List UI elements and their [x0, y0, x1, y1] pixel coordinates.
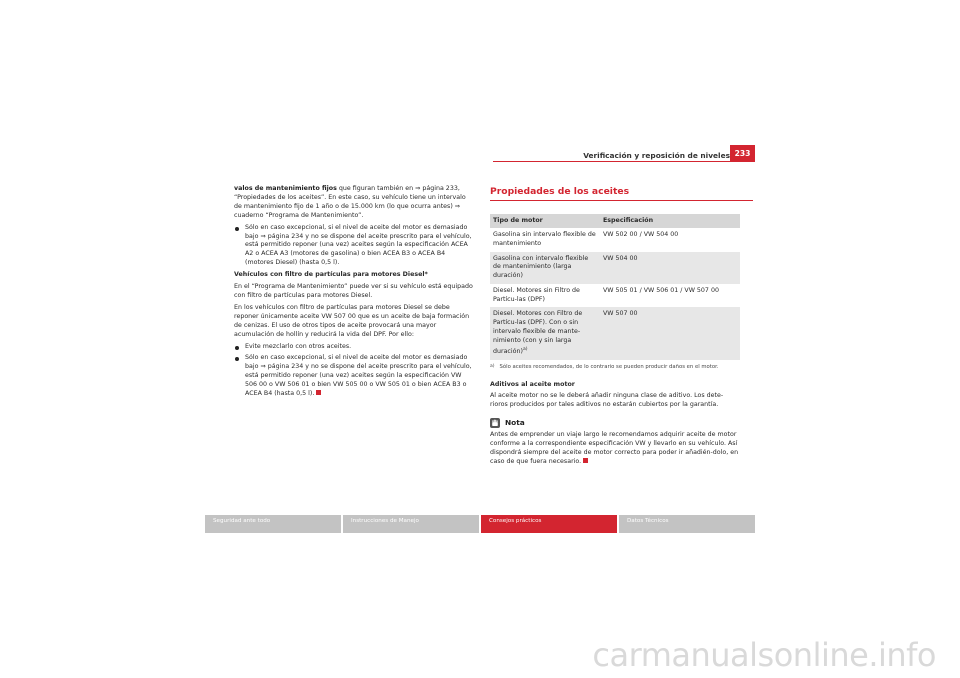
subhead-dpf: Vehículos con filtro de partículas para motores Diesel* [234, 271, 428, 279]
table-row [490, 307, 740, 359]
watermark: carmanualsonline.info [592, 636, 936, 674]
footnote-ref: a) [522, 346, 528, 352]
right-column [490, 188, 740, 470]
section-rule [490, 200, 753, 201]
note-text [490, 431, 740, 467]
cell-engine [490, 307, 600, 359]
additives-title: Aditivos al aceite motor [490, 380, 575, 388]
table-footnote [490, 364, 740, 371]
col-header-spec: Especificación [600, 214, 740, 228]
oil-spec-table [490, 214, 740, 360]
additives-text: Al aceite motor no se le deberá añadir ninguna clase de aditivo. Los dete-rioros producidos por tales aditivos no estarán cubiertos por la garantía. [490, 392, 724, 409]
col-header-engine: Tipo de motor [490, 214, 600, 228]
left-column [234, 185, 474, 402]
section-title: Propiedades de los aceites [490, 186, 630, 197]
cell-spec: VW 502 00 / VW 504 00 [600, 228, 740, 252]
bullet-dpf-exceptional [234, 354, 474, 399]
section-tabs [205, 515, 755, 533]
end-of-section-mark [583, 458, 588, 463]
note-text-body: Antes de emprender un viaje largo le recomendamos adquirir aceite de motor conforme a la correspondiente especificación VW y llevarlo en su vehículo. Así dispondrá siempre del aceite de motor correcto para poder ir añadién-dolo, en caso de que fuera necesario. [490, 431, 739, 465]
table-header-row [490, 214, 740, 228]
intro-paragraph [234, 185, 474, 221]
header-rule [493, 161, 755, 162]
footnote-text: Sólo aceites recomendados, de lo contrario se pueden producir daños en el motor. [499, 363, 719, 370]
tab-seguridad[interactable]: Seguridad ante todo [205, 515, 341, 533]
cell-spec: VW 507 00 [600, 307, 740, 359]
end-of-section-mark [316, 390, 321, 395]
bullet-dpf-exceptional-text: Sólo en caso excepcional, si el nivel de aceite del motor es demasiado bajo ⇒ página 234 y no se dispone del aceite prescrito para el vehículo, está permitido reponer (una vez) aceites según la especificación VW 506 00 o VW 506 01 o bien VW 505 00 o VW 505 01 o bien ACEA B3 o ACEA B4 (hasta 0,5 l). [245, 354, 472, 398]
cell-spec: VW 505 01 / VW 506 01 / VW 507 00 [600, 284, 740, 308]
note-title: Nota [505, 417, 525, 427]
note-header [490, 418, 740, 428]
table-row [490, 252, 740, 284]
cell-engine: Diesel. Motores sin Filtro de Partícu-las (DPF) [490, 284, 600, 308]
tab-consejos[interactable]: Consejos prácticos [481, 515, 617, 533]
note-hand-icon [490, 418, 500, 428]
cell-engine: Gasolina con intervalo flexible de mantenimiento (larga duración) [490, 252, 600, 284]
paragraph-dpf-program: En el “Programa de Mantenimiento” puede ver si su vehículo está equipado con filtro de partículas para motores Diesel. [234, 283, 473, 299]
tab-datos-tecnicos[interactable]: Datos Técnicos [619, 515, 755, 533]
note-block [490, 418, 740, 467]
intro-bold: valos de mantenimiento fijos [234, 185, 337, 192]
page-header [0, 147, 960, 163]
table-row [490, 284, 740, 308]
bullet-exceptional-refill: Sólo en caso excepcional, si el nivel de aceite del motor es demasiado bajo ⇒ página 234 y no se dispone del aceite prescrito para el vehículo, está permitido reponer (una vez) aceites según la especificación ACEA A2 o ACEA A3 (motores de gasolina) o bien ACEA B3 o ACEA B4 (motores Diesel) (hasta 0,5 l). [234, 224, 474, 269]
paragraph-dpf-oil: En los vehículos con filtro de partículas para motores Diesel se debe reponer únicamente aceite VW 507 00 que es un aceite de baja formación de cenizas. El uso de otros tipos de aceite provocará una mayor acumulación de hollín y reducirá la vida del DPF. Por ello: [234, 303, 470, 338]
page-number: 233 [730, 145, 755, 161]
cell-engine: Gasolina sin intervalo flexible de mantenimiento [490, 228, 600, 252]
cell-spec: VW 504 00 [600, 252, 740, 284]
intro-text: que figuran también en ⇒ página 233, “Propiedades de los aceites”. En este caso, su vehículo tiene un intervalo de mantenimiento fijo de 1 año o de 15.000 km (lo que ocurra antes) ⇒ cuaderno “Programa de Mantenimiento”. [234, 185, 466, 219]
footnote-mark: a) [490, 363, 495, 369]
bullet-avoid-mixing: Evite mezclarlo con otros aceites. [234, 343, 474, 352]
cell-engine-text: Diesel. Motores con Filtro de Partícu-las (DPF). Con o sin intervalo flexible de mante-nimiento (con y sin larga duración) [493, 310, 583, 355]
header-title: Verificación y reposición de niveles [583, 151, 730, 160]
table-row [490, 228, 740, 252]
tab-instrucciones[interactable]: Instrucciones de Manejo [343, 515, 479, 533]
